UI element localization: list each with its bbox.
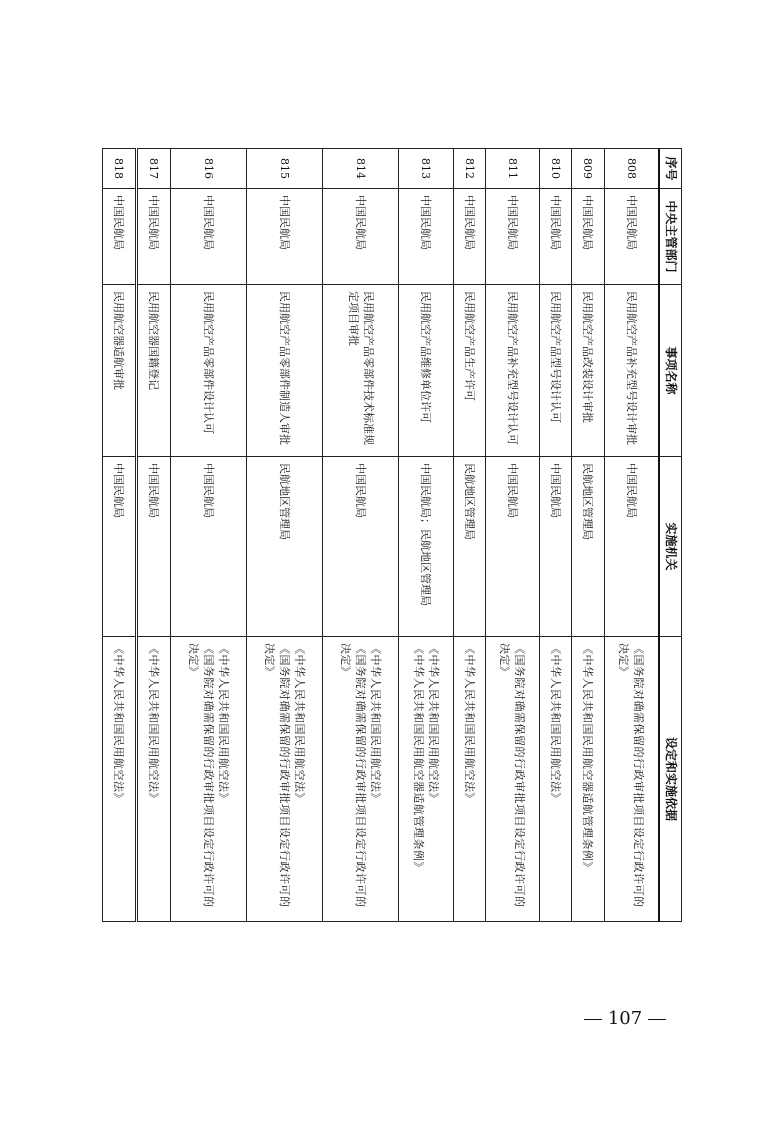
header-basis: 设定和实施依据 [659, 637, 682, 922]
cell-basis: 《中华人民共和国民用航空法》 《国务院对确需保留的行政审批项目设定行政许可的决定》 [246, 637, 322, 922]
cell-dept: 中国民航局 [246, 189, 322, 285]
cell-item: 民用航空产品零部件技术标准规定项目审批 [323, 285, 399, 457]
dash-left [584, 1019, 602, 1020]
table-row [485, 149, 539, 922]
cell-seq: 808 [604, 149, 659, 189]
header-item: 事项名称 [659, 285, 682, 457]
cell-item: 民用航空产品改装设计审批 [572, 285, 604, 457]
cell-dept: 中国民航局 [103, 189, 137, 285]
table-row [453, 149, 485, 922]
header-agency: 实施机关 [659, 457, 682, 637]
cell-item: 民用航空器适航审批 [103, 285, 137, 457]
rotated-table-container [102, 148, 682, 921]
cell-seq: 812 [453, 149, 485, 189]
cell-agency: 中国民航局；民航地区管理局 [399, 457, 453, 637]
page-number-text: 107 [607, 1008, 643, 1029]
table-row [323, 149, 399, 922]
cell-basis: 《国务院对确需保留的行政审批项目设定行政许可的决定》 [604, 637, 659, 922]
cell-item: 民用航空产品维修单位许可 [399, 285, 453, 457]
cell-agency: 中国民航局 [103, 457, 137, 637]
cell-agency: 民航地区管理局 [453, 457, 485, 637]
cell-basis: 《中华人民共和国民用航空法》 《国务院对确需保留的行政审批项目设定行政许可的决定》 [170, 637, 246, 922]
cell-agency: 中国民航局 [485, 457, 539, 637]
cell-basis: 《中华人民共和国民用航空法》 [136, 637, 170, 922]
dash-right [648, 1019, 666, 1020]
cell-seq: 818 [103, 149, 137, 189]
table-header-row [659, 149, 682, 922]
table-row [103, 149, 137, 922]
table-row [136, 149, 170, 922]
cell-agency: 中国民航局 [540, 457, 572, 637]
cell-basis: 《中华人民共和国民用航空法》 《中华人民共和国民用航空器适航管理条例》 [399, 637, 453, 922]
cell-basis: 《中华人民共和国民用航空法》 [540, 637, 572, 922]
cell-dept: 中国民航局 [136, 189, 170, 285]
cell-item: 民用航空器国籍登记 [136, 285, 170, 457]
cell-dept: 中国民航局 [453, 189, 485, 285]
cell-seq: 813 [399, 149, 453, 189]
cell-seq: 815 [246, 149, 322, 189]
cell-seq: 811 [485, 149, 539, 189]
cell-item: 民用航空产品零部件制造人审批 [246, 285, 322, 457]
cell-basis: 《中华人民共和国民用航空法》 [453, 637, 485, 922]
cell-basis: 《国务院对确需保留的行政审批项目设定行政许可的决定》 [485, 637, 539, 922]
table-row [399, 149, 453, 922]
table-row [540, 149, 572, 922]
cell-dept: 中国民航局 [323, 189, 399, 285]
cell-dept: 中国民航局 [485, 189, 539, 285]
table-row [246, 149, 322, 922]
cell-basis: 《中华人民共和国民用航空法》 《国务院对确需保留的行政审批项目设定行政许可的决定》 [323, 637, 399, 922]
header-seq: 序号 [659, 149, 682, 189]
cell-dept: 中国民航局 [540, 189, 572, 285]
cell-dept: 中国民航局 [399, 189, 453, 285]
cell-dept: 中国民航局 [604, 189, 659, 285]
cell-item: 民用航空产品零部件设计认可 [170, 285, 246, 457]
cell-seq: 817 [136, 149, 170, 189]
cell-basis: 《中华人民共和国民用航空法》 [103, 637, 137, 922]
cell-agency: 中国民航局 [136, 457, 170, 637]
approval-items-table [102, 148, 682, 922]
cell-dept: 中国民航局 [572, 189, 604, 285]
cell-seq: 816 [170, 149, 246, 189]
cell-item: 民用航空产品型号设计认可 [540, 285, 572, 457]
page-number [575, 1008, 675, 1029]
table-row [170, 149, 246, 922]
cell-agency: 民航地区管理局 [572, 457, 604, 637]
table-row [604, 149, 659, 922]
cell-agency: 中国民航局 [323, 457, 399, 637]
cell-agency: 民航地区管理局 [246, 457, 322, 637]
cell-seq: 810 [540, 149, 572, 189]
cell-dept: 中国民航局 [170, 189, 246, 285]
header-dept: 中央主管部门 [659, 189, 682, 285]
table-body [103, 149, 660, 922]
cell-basis: 《中华人民共和国民用航空器适航管理条例》 [572, 637, 604, 922]
cell-item: 民用航空产品补充型号设计审批 [604, 285, 659, 457]
table-row [572, 149, 604, 922]
cell-agency: 中国民航局 [170, 457, 246, 637]
cell-item: 民用航空产品生产许可 [453, 285, 485, 457]
cell-agency: 中国民航局 [604, 457, 659, 637]
cell-item: 民用航空产品补充型号设计认可 [485, 285, 539, 457]
cell-seq: 814 [323, 149, 399, 189]
cell-seq: 809 [572, 149, 604, 189]
